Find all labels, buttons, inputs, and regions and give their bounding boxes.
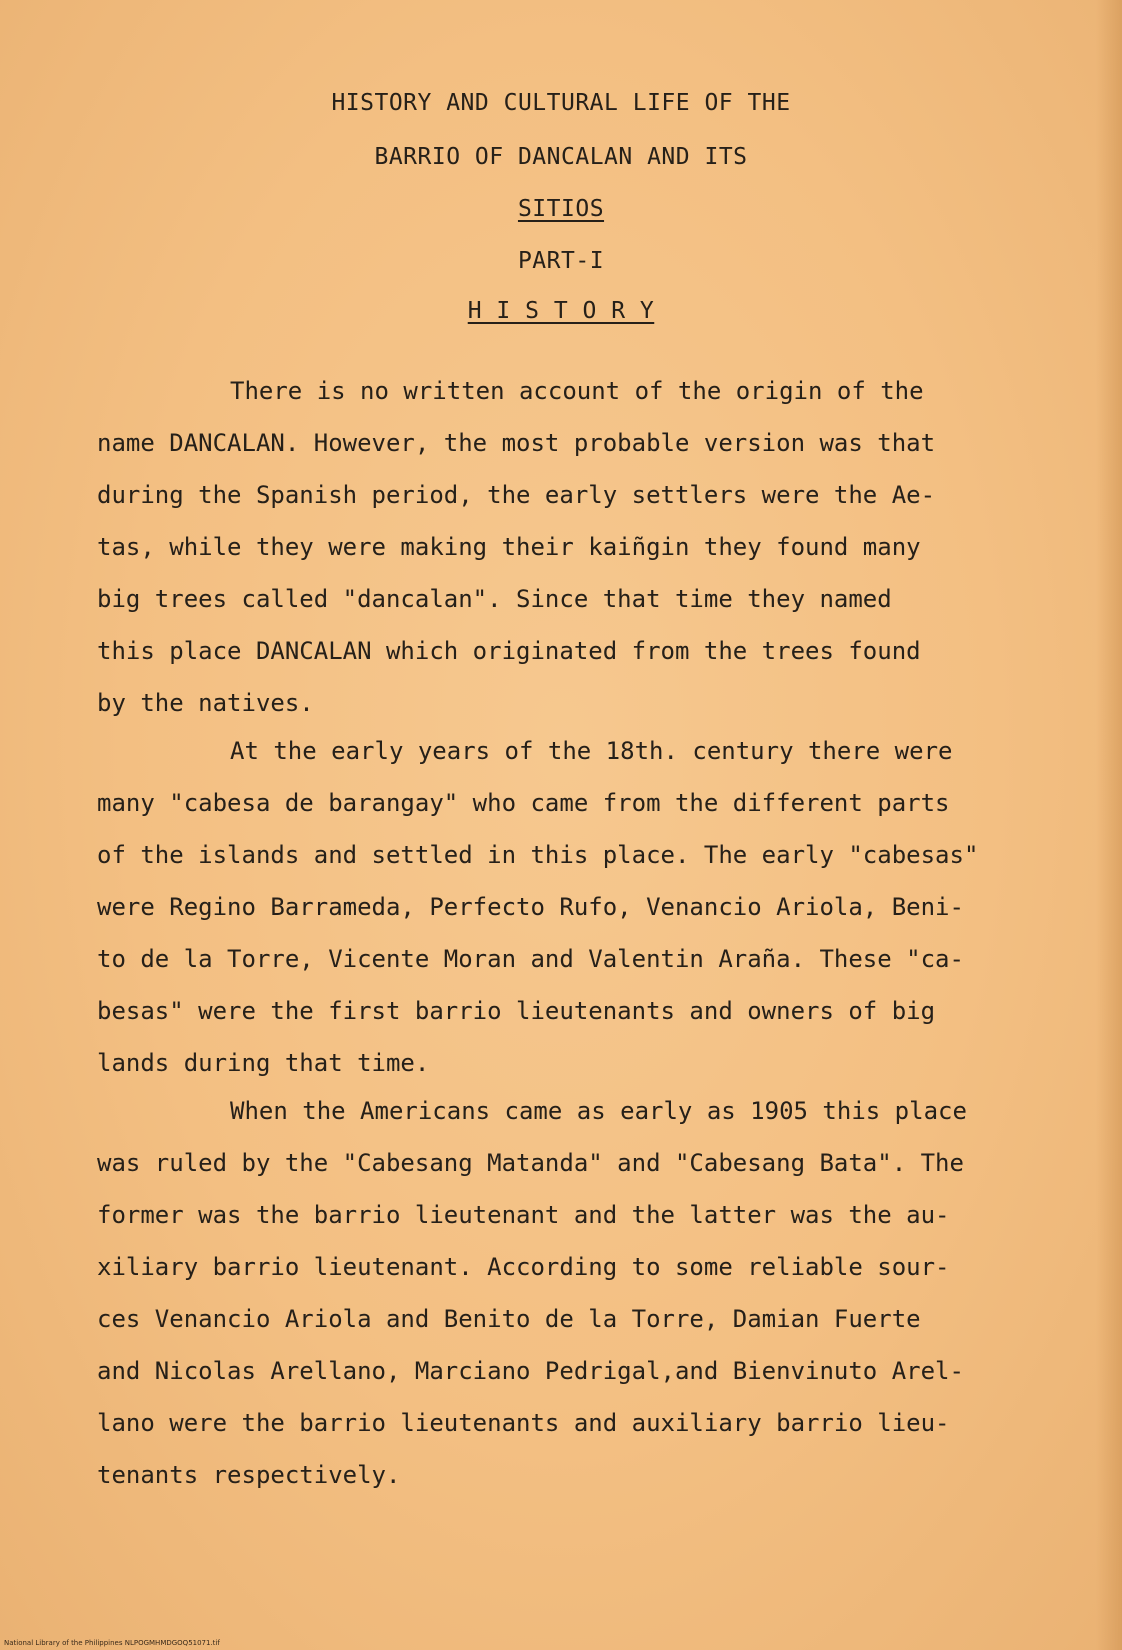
p3-line-3: former was the barrio lieutenant and the latter was the au- [97, 1201, 950, 1229]
p2-line-6: besas" were the first barrio lieutenants and owners of big [97, 997, 936, 1025]
p1-line-7: by the natives. [97, 689, 314, 717]
p1-line-4: tas, while they were making their kaiñgin they found many [97, 533, 921, 561]
p2-line-1: At the early years of the 18th. century there were [230, 737, 953, 765]
p3-line-4: xiliary barrio lieutenant. According to some reliable sour- [97, 1253, 950, 1281]
history-heading-wrap [0, 298, 1122, 324]
p1-line-2: name DANCALAN. However, the most probable version was that [97, 429, 936, 457]
p3-line-7: lano were the barrio lieutenants and auxiliary barrio lieu- [97, 1409, 950, 1437]
p2-line-5: to de la Torre, Vicente Moran and Valentin Araña. These "ca- [97, 945, 964, 973]
part-heading: PART-I [517, 248, 605, 274]
p1-line-5: big trees called "dancalan". Since that time they named [97, 585, 892, 613]
scan-footer: National Library of the Philippines NLPOGMHMDGOQ51071.tif [4, 1639, 220, 1647]
p1-line-3: during the Spanish period, the early settlers were the Ae- [97, 481, 936, 509]
p2-line-4: were Regino Barrameda, Perfecto Rufo, Venancio Ariola, Beni- [97, 893, 964, 921]
p2-line-7: lands during that time. [97, 1049, 430, 1077]
p3-line-2: was ruled by the "Cabesang Matanda" and "Cabesang Bata". The [97, 1149, 964, 1177]
title-line-2: BARRIO OF DANCALAN AND ITS [374, 144, 748, 170]
p2-line-3: of the islands and settled in this place. The early "cabesas" [97, 841, 979, 869]
p3-line-5: ces Venancio Ariola and Benito de la Torre, Damian Fuerte [97, 1305, 921, 1333]
title-line-3-wrap [0, 196, 1122, 222]
p1-line-1: There is no written account of the origin of the [230, 377, 924, 405]
p2-line-2: many "cabesa de barangay" who came from the different parts [97, 789, 950, 817]
p3-line-8: tenants respectively. [97, 1461, 401, 1489]
p3-line-1: When the Americans came as early as 1905 this place [230, 1097, 967, 1125]
p1-line-6: this place DANCALAN which originated from the trees found [97, 637, 921, 665]
history-heading: H I S T O R Y [467, 298, 655, 324]
title-sitios: SITIOS [517, 196, 605, 222]
title-line-1: HISTORY AND CULTURAL LIFE OF THE [331, 90, 791, 116]
p3-line-6: and Nicolas Arellano, Marciano Pedrigal,and Bienvinuto Arel- [97, 1357, 964, 1385]
